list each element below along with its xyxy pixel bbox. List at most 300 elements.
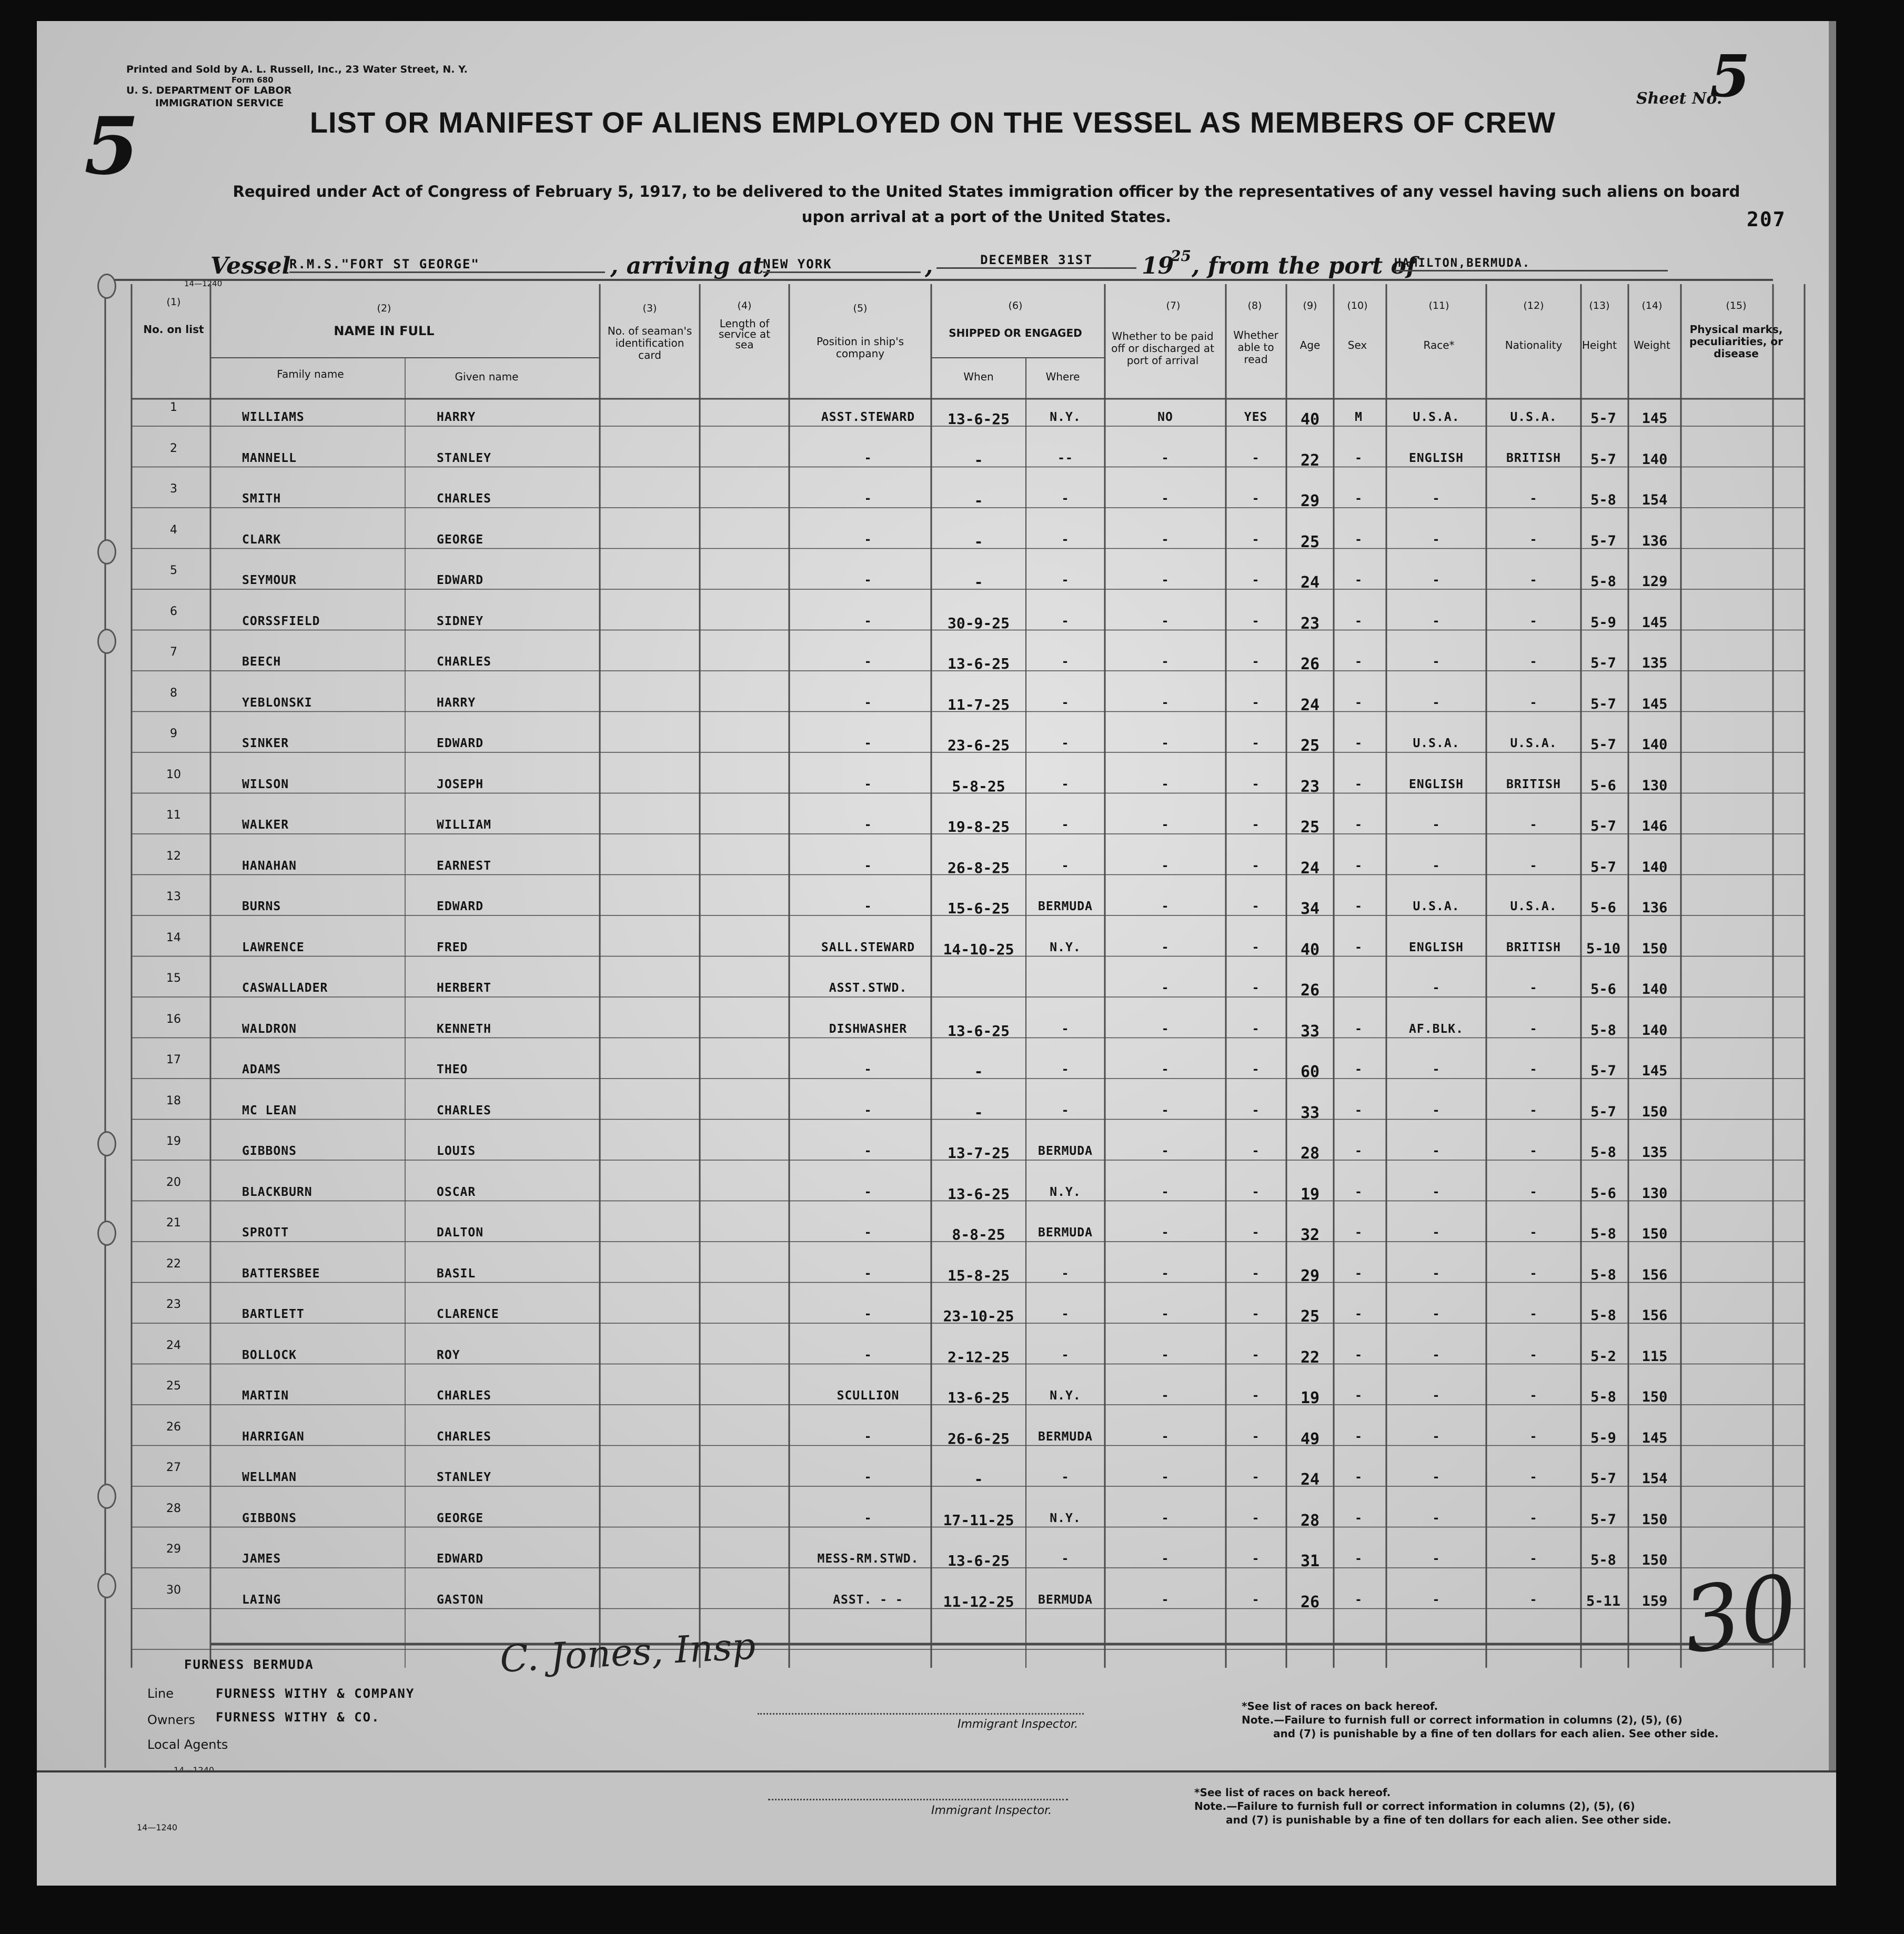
cell-when: - (974, 532, 983, 550)
cell-position: - (864, 655, 872, 669)
cell-family: CLARK (242, 532, 281, 547)
cell-nationality: - (1529, 1266, 1538, 1281)
cell-nationality: U.S.A. (1510, 737, 1557, 750)
cell-family: LAWRENCE (242, 940, 305, 954)
cell-race: - (1432, 1266, 1440, 1281)
year-suffix: 25 (1171, 247, 1191, 265)
cell-family: SPROTT (242, 1226, 289, 1240)
cell-paid: - (1161, 818, 1170, 832)
cell-given: BASIL (437, 1266, 476, 1281)
cell-no: 30 (166, 1583, 181, 1597)
cell-age: 60 (1300, 1063, 1320, 1081)
cell-nationality: - (1529, 1593, 1538, 1607)
cell-sex: - (1355, 1063, 1363, 1076)
cell-paid: NO (1157, 410, 1173, 424)
cell-height: 5-7 (1590, 696, 1616, 712)
cell-nationality: - (1529, 614, 1538, 628)
cell-weight: 140 (1641, 1022, 1668, 1039)
form-number: Form 680 (231, 75, 274, 85)
cell-nationality: - (1529, 1063, 1538, 1076)
cell-height: 5-7 (1590, 655, 1616, 671)
cell-race: AF.BLK. (1409, 1022, 1464, 1036)
cell-sex: - (1355, 492, 1363, 506)
cell-position: - (864, 1307, 872, 1321)
cell-sex: - (1355, 818, 1363, 832)
owners-label: Owners (147, 1713, 195, 1727)
cell-family: LAING (242, 1593, 281, 1607)
cell-when: 13-6-25 (947, 1022, 1010, 1040)
cell-height: 5-8 (1590, 1307, 1616, 1324)
cell-no: 16 (166, 1012, 181, 1026)
cell-age: 22 (1300, 1348, 1320, 1367)
cell-read: - (1252, 451, 1260, 465)
col-header-name: NAME IN FULL (334, 324, 435, 338)
inspector-signature: C. Jones, Insp (499, 1624, 757, 1681)
cell-family: MC LEAN (242, 1103, 297, 1117)
cell-race: - (1432, 981, 1440, 995)
cell-when: 13-6-25 (947, 655, 1010, 672)
cell-family: BOLLOCK (242, 1348, 297, 1362)
cell-read: - (1252, 614, 1260, 628)
cell-race: - (1432, 1593, 1440, 1607)
cell-read: - (1252, 1470, 1260, 1484)
handwritten-total: 30 (1677, 1555, 1805, 1675)
col-num-1: (1) (166, 296, 181, 308)
cell-age: 25 (1300, 737, 1320, 755)
cell-sex: - (1355, 737, 1363, 750)
cell-age: 24 (1300, 859, 1320, 878)
cell-weight: 129 (1641, 573, 1668, 590)
cell-when: 11-12-25 (943, 1593, 1014, 1610)
cell-race: U.S.A. (1413, 737, 1460, 750)
cell-no: 11 (166, 809, 181, 822)
cell-weight: 146 (1641, 818, 1668, 834)
col-header-family: Family name (277, 368, 344, 380)
cell-no: 3 (170, 482, 177, 496)
cell-age: 40 (1300, 410, 1320, 429)
cell-race: - (1432, 655, 1440, 669)
cell-nationality: BRITISH (1506, 777, 1561, 791)
col-num-9: (9) (1303, 300, 1317, 311)
cell-no: 13 (166, 890, 181, 903)
cell-height: 5-6 (1590, 777, 1616, 794)
cell-where: - (1061, 532, 1070, 547)
cell-position: SALL.STEWARD (821, 940, 915, 954)
underlying-note-line-1: Note.—Failure to furnish full or correct information in columns (2), (5), (6) (1194, 1800, 1635, 1812)
cell-family: WALDRON (242, 1022, 297, 1036)
cell-family: HARRIGAN (242, 1429, 305, 1444)
cell-when: 11-7-25 (947, 696, 1010, 713)
cell-age: 24 (1300, 573, 1320, 592)
cell-weight: 156 (1641, 1307, 1668, 1324)
cell-family: WILSON (242, 777, 289, 791)
cell-where: - (1061, 1063, 1070, 1076)
cell-position: - (864, 777, 872, 791)
cell-given: HARRY (437, 696, 476, 710)
punch-hole (97, 1131, 116, 1156)
cell-race: - (1432, 1348, 1440, 1362)
cell-no: 14 (166, 931, 181, 944)
cell-family: GIBBONS (242, 1511, 297, 1525)
cell-when: 26-6-25 (947, 1429, 1010, 1447)
cell-where: - (1061, 1266, 1070, 1281)
cell-given: OSCAR (437, 1185, 476, 1199)
underlying-note-races: *See list of races on back hereof. (1194, 1786, 1391, 1799)
cell-race: - (1432, 1144, 1440, 1158)
underlying-inspector-label: Immigrant Inspector. (931, 1804, 1052, 1817)
cell-given: CHARLES (437, 655, 491, 669)
cell-when: 23-6-25 (947, 737, 1010, 754)
col-header-position: Position in ship's company (816, 335, 904, 360)
arrival-date: DECEMBER 31ST (936, 253, 1136, 269)
cell-paid: - (1161, 737, 1170, 750)
cell-race: - (1432, 1552, 1440, 1566)
cell-where: BERMUDA (1038, 900, 1093, 913)
cell-where: BERMUDA (1038, 1429, 1093, 1444)
cell-where: - (1061, 696, 1070, 710)
cell-no: 1 (170, 401, 177, 414)
punch-hole (97, 1221, 116, 1246)
cell-where: - (1061, 492, 1070, 506)
cell-when: - (974, 573, 983, 591)
cell-race: - (1432, 1429, 1440, 1444)
col-num-3: (3) (642, 303, 657, 314)
cell-height: 5-8 (1590, 1144, 1616, 1161)
cell-age: 32 (1300, 1226, 1320, 1244)
cell-weight: 145 (1641, 1429, 1668, 1446)
cell-given: LOUIS (437, 1144, 476, 1158)
cell-sex: M (1355, 410, 1363, 424)
cell-paid: - (1161, 1185, 1170, 1199)
cell-position: - (864, 573, 872, 587)
cell-position: - (864, 1266, 872, 1281)
cell-height: 5-7 (1590, 859, 1616, 875)
cell-race: - (1432, 573, 1440, 587)
cell-where: - (1061, 1022, 1070, 1036)
cell-when: 13-6-25 (947, 1389, 1010, 1406)
cell-paid: - (1161, 900, 1170, 913)
cell-paid: - (1161, 532, 1170, 547)
cell-no: 27 (166, 1461, 181, 1474)
cell-paid: - (1161, 1429, 1170, 1444)
cell-where: - (1061, 655, 1070, 669)
cell-race: - (1432, 532, 1440, 547)
cell-nationality: U.S.A. (1510, 900, 1557, 913)
manifest-sheet (37, 21, 1836, 1883)
cell-height: 5-9 (1590, 1429, 1616, 1446)
note-line-2: and (7) is punishable by a fine of ten dollars for each alien. See other side. (1273, 1727, 1719, 1740)
cell-when: 30-9-25 (947, 614, 1010, 632)
cell-family: SMITH (242, 492, 281, 506)
cell-paid: - (1161, 1144, 1170, 1158)
cell-given: STANLEY (437, 451, 491, 465)
cell-read: - (1252, 981, 1260, 995)
cell-age: 24 (1300, 1470, 1320, 1489)
cell-age: 28 (1300, 1511, 1320, 1530)
punch-hole (97, 1484, 116, 1509)
cell-height: 5-7 (1590, 1103, 1616, 1120)
cell-given: HERBERT (437, 981, 491, 995)
cell-paid: - (1161, 1389, 1170, 1403)
cell-height: 5-8 (1590, 1022, 1616, 1039)
cell-given: STANLEY (437, 1470, 491, 1484)
cell-family: WELLMAN (242, 1470, 297, 1484)
col-num-13: (13) (1589, 300, 1610, 311)
col-header-where: Where (1045, 370, 1080, 383)
arriving-label: , arriving at, (610, 253, 772, 279)
cell-position: - (864, 859, 872, 873)
col-header-height: Height (1581, 339, 1617, 351)
department-line: U. S. DEPARTMENT OF LABOR (126, 85, 292, 96)
cell-race: U.S.A. (1413, 900, 1460, 913)
cell-weight: 135 (1641, 655, 1668, 671)
cell-race: - (1432, 492, 1440, 506)
cell-paid: - (1161, 1552, 1170, 1566)
cell-no: 5 (170, 564, 177, 577)
cell-height: 5-6 (1590, 981, 1616, 998)
cell-when: 15-6-25 (947, 900, 1010, 917)
cell-weight: 145 (1641, 614, 1668, 631)
cell-weight: 156 (1641, 1266, 1668, 1283)
inspector-label: Immigrant Inspector. (958, 1718, 1079, 1731)
cell-family: CASWALLADER (242, 981, 328, 995)
col-num-10: (10) (1347, 300, 1368, 311)
cell-paid: - (1161, 940, 1170, 954)
cell-height: 5-7 (1590, 451, 1616, 468)
cell-read: - (1252, 1063, 1260, 1076)
cell-when: 5-8-25 (952, 777, 1005, 795)
cell-given: CHARLES (437, 1103, 491, 1117)
cell-paid: - (1161, 1022, 1170, 1036)
cell-read: - (1252, 1266, 1260, 1281)
cell-height: 5-8 (1590, 573, 1616, 590)
cell-read: - (1252, 818, 1260, 832)
cell-when: 13-7-25 (947, 1144, 1010, 1162)
cell-sex: - (1355, 900, 1363, 913)
punch-hole (97, 1573, 116, 1598)
cell-position: - (864, 1185, 872, 1199)
cell-paid: - (1161, 1593, 1170, 1607)
cell-when: 13-6-25 (947, 1552, 1010, 1569)
col-num-7: (7) (1166, 300, 1181, 311)
cell-where: - (1061, 1348, 1070, 1362)
cell-sex: - (1355, 1470, 1363, 1484)
cell-sex: - (1355, 1266, 1363, 1281)
cell-race: - (1432, 1063, 1440, 1076)
cell-weight: 150 (1641, 1552, 1668, 1568)
cell-given: EDWARD (437, 737, 484, 750)
cell-age: 26 (1300, 655, 1320, 673)
cell-given: ROY (437, 1348, 460, 1362)
cell-race: - (1432, 1511, 1440, 1525)
cell-given: HARRY (437, 410, 476, 424)
cell-weight: 150 (1641, 940, 1668, 957)
cell-paid: - (1161, 655, 1170, 669)
cell-sex: - (1355, 696, 1363, 710)
cell-weight: 150 (1641, 1511, 1668, 1528)
cell-height: 5-8 (1590, 1266, 1616, 1283)
cell-race: - (1432, 859, 1440, 873)
cell-when: 23-10-25 (943, 1307, 1014, 1325)
cell-position: - (864, 900, 872, 913)
cell-position: - (864, 1348, 872, 1362)
cell-age: 23 (1300, 614, 1320, 633)
cell-family: WILLIAMS (242, 410, 305, 424)
cell-family: CORSSFIELD (242, 614, 320, 628)
cell-when: 13-6-25 (947, 1185, 1010, 1203)
cell-sex: - (1355, 532, 1363, 547)
col-num-15: (15) (1726, 300, 1747, 311)
cell-paid: - (1161, 1348, 1170, 1362)
cell-weight: 140 (1641, 981, 1668, 998)
cell-height: 5-10 (1586, 940, 1621, 957)
cell-where: N.Y. (1050, 410, 1081, 424)
cell-position: - (864, 614, 872, 628)
cell-read: - (1252, 1511, 1260, 1525)
cell-sex: - (1355, 573, 1363, 587)
cell-height: 5-7 (1590, 1511, 1616, 1528)
col-header-shipped: SHIPPED OR ENGAGED (949, 327, 1082, 339)
cell-age: 33 (1300, 1103, 1320, 1122)
cell-when: - (974, 451, 983, 469)
cell-read: - (1252, 859, 1260, 873)
cell-height: 5-7 (1590, 737, 1616, 753)
agents-label: Local Agents (147, 1737, 228, 1752)
cell-no: 28 (166, 1502, 181, 1515)
cell-paid: - (1161, 777, 1170, 791)
cell-sex: - (1355, 859, 1363, 873)
cell-position: - (864, 1429, 872, 1444)
page-title: LIST OR MANIFEST OF ALIENS EMPLOYED ON THE VESSEL AS MEMBERS OF CREW (309, 106, 1556, 139)
cell-sex: - (1355, 1552, 1363, 1566)
cell-read: - (1252, 1552, 1260, 1566)
cell-given: EDWARD (437, 573, 484, 587)
cell-nationality: - (1529, 859, 1538, 873)
punch-hole (97, 274, 116, 299)
cell-no: 24 (166, 1338, 181, 1352)
cell-position: - (864, 696, 872, 710)
cell-race: - (1432, 1307, 1440, 1321)
cell-read: - (1252, 1022, 1260, 1036)
cell-paid: - (1161, 859, 1170, 873)
cell-no: 2 (170, 441, 177, 455)
cell-when: 17-11-25 (943, 1511, 1014, 1529)
cell-given: CHARLES (437, 1389, 491, 1403)
cell-race: - (1432, 1103, 1440, 1117)
cell-sex: - (1355, 451, 1363, 465)
agents-name: FURNESS WITHY & CO. (216, 1710, 380, 1725)
cell-height: 5-9 (1590, 614, 1616, 631)
cell-given: GASTON (437, 1593, 484, 1607)
cell-race: ENGLISH (1409, 451, 1464, 465)
cell-nationality: - (1529, 818, 1538, 832)
cell-family: ADAMS (242, 1063, 281, 1076)
cell-read: - (1252, 737, 1260, 750)
cell-no: 9 (170, 727, 177, 740)
cell-nationality: - (1529, 1185, 1538, 1199)
cell-weight: 159 (1641, 1593, 1668, 1609)
cell-height: 5-7 (1590, 532, 1616, 549)
cell-position: ASST.STWD. (829, 981, 908, 995)
cell-age: 40 (1300, 940, 1320, 959)
cell-where: - (1061, 818, 1070, 832)
cell-read: - (1252, 940, 1260, 954)
cell-weight: 140 (1641, 451, 1668, 468)
cell-race: - (1432, 1470, 1440, 1484)
vessel-name: R.M.S."FORT ST GEORGE" (289, 257, 605, 273)
cell-nationality: U.S.A. (1510, 410, 1557, 424)
cell-nationality: - (1529, 573, 1538, 587)
cell-when: - (974, 1063, 983, 1080)
cell-race: - (1432, 614, 1440, 628)
inspector-line (758, 1713, 1084, 1715)
col-header-given: Given name (455, 370, 519, 383)
cell-nationality: - (1529, 532, 1538, 547)
cell-given: CHARLES (437, 492, 491, 506)
cell-read: YES (1244, 410, 1268, 424)
cell-paid: - (1161, 1063, 1170, 1076)
cell-height: 5-7 (1590, 1470, 1616, 1487)
cell-weight: 150 (1641, 1389, 1668, 1405)
cell-family: BARTLETT (242, 1307, 305, 1321)
cell-family: SINKER (242, 737, 289, 750)
cell-paid: - (1161, 573, 1170, 587)
cell-no: 6 (170, 605, 177, 618)
col-num-14: (14) (1641, 300, 1663, 311)
form-code: 14—1240 (184, 279, 223, 288)
cell-paid: - (1161, 614, 1170, 628)
cell-age: 28 (1300, 1144, 1320, 1163)
cell-weight: 145 (1641, 1063, 1668, 1079)
cell-given: CHARLES (437, 1429, 491, 1444)
cell-race: - (1432, 1185, 1440, 1199)
cell-when: - (974, 1103, 983, 1121)
cell-age: 29 (1300, 1266, 1320, 1285)
cell-when: 19-8-25 (947, 818, 1010, 835)
col-header-weight: Weight (1634, 339, 1670, 351)
cell-nationality: - (1529, 1226, 1538, 1240)
cell-age: 22 (1300, 451, 1320, 470)
cell-given: DALTON (437, 1226, 484, 1240)
cell-age: 19 (1300, 1389, 1320, 1407)
cell-weight: 150 (1641, 1226, 1668, 1242)
cell-no: 12 (166, 849, 181, 863)
col-header-no: No. on list (143, 323, 204, 336)
cell-race: - (1432, 1226, 1440, 1240)
cell-age: 26 (1300, 1593, 1320, 1611)
underlying-note-block (1194, 1786, 1671, 1827)
cell-family: BLACKBURN (242, 1185, 313, 1199)
cell-age: 25 (1300, 818, 1320, 837)
cell-nationality: - (1529, 981, 1538, 995)
cell-where: N.Y. (1050, 1389, 1081, 1403)
cell-weight: 115 (1641, 1348, 1668, 1365)
cell-where: N.Y. (1050, 1185, 1081, 1199)
cell-sex: - (1355, 777, 1363, 791)
cell-given: THEO (437, 1063, 468, 1076)
note-block (1242, 1699, 1719, 1740)
col-header-age: Age (1299, 339, 1321, 351)
cell-position: - (864, 1103, 872, 1117)
col-header-paid: Whether to be paid off or discharged at port of arrival (1111, 330, 1214, 367)
line-name: FURNESS BERMUDA (184, 1657, 314, 1672)
year-prefix: 19 (1142, 253, 1174, 279)
cell-read: - (1252, 1185, 1260, 1199)
vessel-label: Vessel (210, 253, 291, 279)
cell-read: - (1252, 655, 1260, 669)
cell-where: - (1061, 777, 1070, 791)
cell-when: 26-8-25 (947, 859, 1010, 877)
